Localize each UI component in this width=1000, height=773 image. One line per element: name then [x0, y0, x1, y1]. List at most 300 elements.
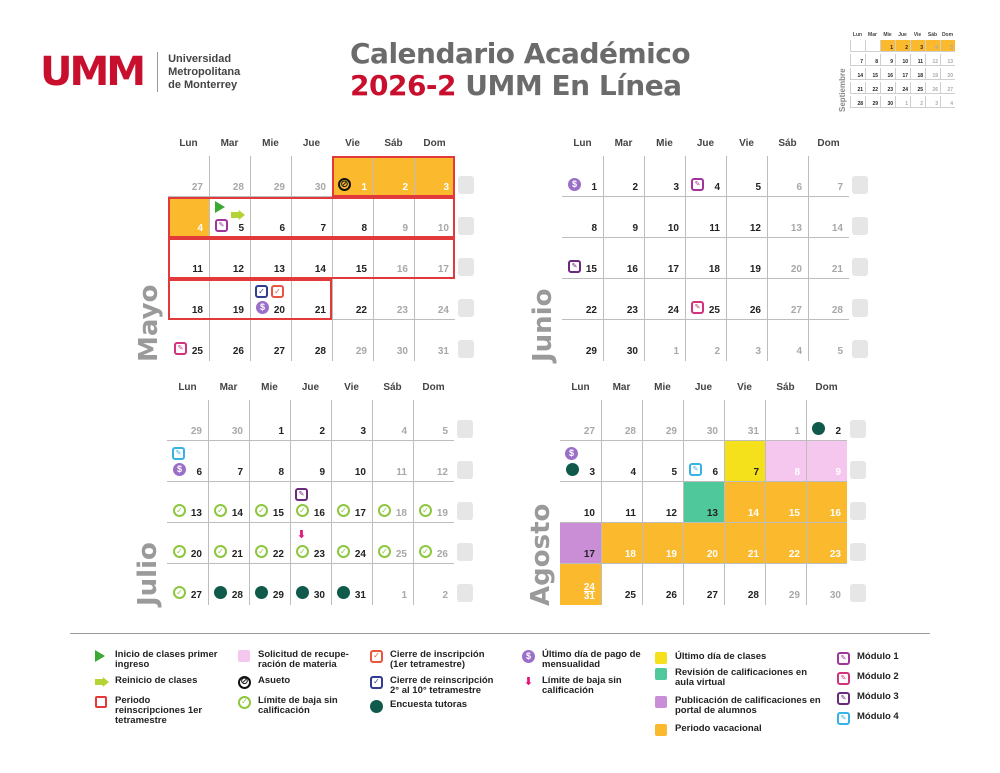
- day-cell: [683, 564, 724, 605]
- day-cell: [167, 523, 208, 564]
- mini-weekday: Mie: [883, 32, 892, 38]
- swatch-recovery-swatch: [238, 650, 250, 662]
- weekday-header: Mar: [612, 382, 631, 393]
- day-cell: [685, 156, 726, 197]
- legend-marker: [522, 650, 542, 662]
- day-cell: [644, 238, 685, 279]
- grid-line: [290, 400, 291, 441]
- weekday-header: Dom: [815, 382, 838, 393]
- legend-marker: [837, 672, 857, 684]
- logo-university-name: [168, 53, 240, 92]
- mini-day-cell: 9: [880, 54, 895, 66]
- day-number: 3: [755, 346, 761, 357]
- grid-line: [249, 400, 250, 441]
- row-tab: [850, 502, 866, 520]
- day-number: 20: [273, 305, 285, 316]
- grid-line: [413, 523, 414, 564]
- grid-line: [603, 279, 604, 320]
- grid-line: [644, 197, 645, 238]
- grid-line: [332, 320, 333, 361]
- grid-line: [208, 441, 209, 482]
- day-number: 10: [583, 508, 595, 519]
- day-number: 2: [714, 346, 720, 357]
- day-number: 25: [708, 305, 720, 316]
- day-cell: [168, 320, 209, 361]
- day-cell: [685, 197, 726, 238]
- day-cell: [331, 523, 372, 564]
- title-line-1: Calendario Académico: [350, 37, 691, 70]
- mini-day-cell: 24: [895, 82, 910, 94]
- grid-line: [683, 523, 684, 564]
- mini-day-cell: [850, 40, 865, 52]
- dot-icon: [812, 422, 825, 435]
- mini-day-cell: 11: [910, 54, 925, 66]
- day-number: 27: [190, 590, 202, 601]
- swatch-review-swatch: [655, 668, 667, 680]
- day-number: 29: [190, 426, 202, 437]
- weekday-header: Vie: [345, 138, 360, 149]
- dollar-icon: $: [565, 447, 578, 460]
- day-cell: [644, 320, 685, 361]
- mini-day-cell: 21: [850, 82, 865, 94]
- day-cell: [765, 523, 806, 564]
- legend-label: Cierre de inscripción (1er tetramestre): [390, 649, 485, 670]
- day-number: 6: [196, 467, 202, 478]
- day-number: 9: [402, 223, 408, 234]
- day-number: 12: [749, 223, 761, 234]
- grid-line: [685, 238, 686, 279]
- day-number: 7: [753, 467, 759, 478]
- day-cell: [208, 523, 249, 564]
- day-number: 1: [361, 182, 367, 193]
- grid-line: [765, 482, 766, 523]
- day-cell: [332, 320, 373, 361]
- grid-line: [644, 156, 645, 197]
- day-cell: [767, 238, 808, 279]
- dollar-icon: $: [568, 178, 581, 191]
- grid-line: [372, 482, 373, 523]
- grid-line: [726, 279, 727, 320]
- grid-line: [372, 400, 373, 441]
- day-cell: [603, 320, 644, 361]
- m3-icon: ✎: [568, 260, 581, 273]
- check-icon: ✓: [173, 586, 186, 599]
- grid-line: [683, 482, 684, 523]
- legend-item: [655, 724, 825, 736]
- day-cell: [603, 238, 644, 279]
- weekday-header: Mie: [261, 382, 278, 393]
- m1-icon: ✎: [215, 219, 228, 232]
- mini-day-cell: 26: [925, 82, 940, 94]
- day-cell: [372, 523, 413, 564]
- day-number: 17: [667, 264, 679, 275]
- row-tab: [852, 258, 868, 276]
- day-cell: [603, 197, 644, 238]
- day-number: 2: [442, 590, 448, 601]
- mini-day-cell: 27: [940, 82, 955, 94]
- weekday-header: Mie: [262, 138, 279, 149]
- day-number: 8: [278, 467, 284, 478]
- day-cell: [414, 320, 455, 361]
- day-cell: [209, 320, 250, 361]
- day-cell: [644, 197, 685, 238]
- day-cell: [249, 482, 290, 523]
- dot-icon: [337, 586, 350, 599]
- day-cell: [413, 564, 454, 605]
- legend-item: [95, 696, 220, 726]
- legend-item: [238, 676, 363, 688]
- cierre2-icon: ✓: [370, 676, 383, 689]
- grid-line: [208, 400, 209, 441]
- day-number: 29: [788, 590, 800, 601]
- mini-day-cell: 3: [925, 96, 940, 108]
- day-cell: [562, 197, 603, 238]
- legend-item: [837, 712, 937, 724]
- day-cell: [331, 400, 372, 441]
- title-code: 2026-2: [350, 69, 457, 102]
- day-cell: [560, 400, 601, 441]
- swatch-pub-swatch: [655, 696, 667, 708]
- weekday-header: Lun: [179, 138, 198, 149]
- weekday-header: Dom: [423, 138, 446, 149]
- day-number: 21: [231, 549, 243, 560]
- day-number: 19: [665, 549, 677, 560]
- day-cell: [601, 400, 642, 441]
- grid-line: [642, 523, 643, 564]
- day-cell: [765, 482, 806, 523]
- grid-line: [601, 564, 602, 605]
- day-number: 27: [790, 305, 802, 316]
- swatch-last-swatch: [655, 652, 667, 664]
- legend-item: [238, 650, 363, 670]
- day-number: 4: [796, 346, 802, 357]
- day-cell: [167, 564, 208, 605]
- grid-line: [642, 564, 643, 605]
- day-number: 30: [313, 590, 325, 601]
- grid-line: [642, 400, 643, 441]
- day-number: 4: [197, 223, 203, 234]
- mini-day-cell: 2: [910, 96, 925, 108]
- legend-label: Publicación de calificaciones en portal de alumnos: [675, 695, 821, 716]
- mini-calendar-septiembre: [838, 30, 968, 120]
- day-cell: [208, 441, 249, 482]
- legend-marker: [370, 676, 390, 688]
- day-number: 17: [583, 549, 595, 560]
- legend-marker: [370, 700, 390, 712]
- mini-month-name: Septiembre: [838, 68, 847, 112]
- day-cell: [642, 523, 683, 564]
- grid-line: [601, 523, 602, 564]
- day-cell: [560, 441, 601, 482]
- day-number: 19: [436, 508, 448, 519]
- mini-day-cell: 1: [880, 40, 895, 52]
- row-tab: [457, 543, 473, 561]
- legend-label: Asueto: [258, 675, 291, 686]
- mini-weekday: Lun: [852, 32, 863, 38]
- day-number: 9: [835, 467, 841, 478]
- day-cell: [765, 564, 806, 605]
- grid-line: [331, 482, 332, 523]
- day-number: 12: [232, 264, 244, 275]
- day-number: 13: [790, 223, 802, 234]
- day-cell: [560, 564, 601, 605]
- legend-item: [95, 676, 220, 688]
- legend-item: [655, 652, 825, 664]
- grid-line: [290, 564, 291, 605]
- day-cell: [603, 279, 644, 320]
- legend-label: Límite de baja sin calificación: [542, 675, 622, 696]
- arrow-icon: [95, 677, 109, 687]
- grid-line: [765, 400, 766, 441]
- day-number: 11: [709, 223, 720, 234]
- legend-label: Periodo vacacional: [675, 723, 762, 734]
- mini-day-cell: 18: [910, 68, 925, 80]
- weekday-header: Jue: [301, 382, 320, 393]
- day-cell: [642, 441, 683, 482]
- mini-day-cell: 5: [940, 40, 955, 52]
- day-number: 1: [673, 346, 679, 357]
- row-tab: [850, 584, 866, 602]
- grid-line: [685, 156, 686, 197]
- grid-line: [373, 279, 374, 320]
- legend-item: [370, 676, 495, 696]
- mini-weekday: Mar: [868, 32, 877, 38]
- day-cell: [601, 564, 642, 605]
- grid-line: [767, 197, 768, 238]
- mini-day-cell: [865, 40, 880, 52]
- day-number: 2: [319, 426, 325, 437]
- cierre-icon: ✓: [271, 285, 284, 298]
- grid-line: [765, 441, 766, 482]
- grid-line: [724, 400, 725, 441]
- dollar-icon: $: [522, 650, 535, 663]
- m2-icon: ✎: [837, 672, 850, 685]
- day-number: 10: [667, 223, 679, 234]
- day-cell: [767, 320, 808, 361]
- day-cell: [560, 523, 601, 564]
- grid-line: [331, 400, 332, 441]
- grid-line: [603, 320, 604, 361]
- mini-day-cell: 2: [895, 40, 910, 52]
- day-number: 18: [708, 264, 720, 275]
- grid-line: [808, 238, 809, 279]
- day-number: 29: [585, 346, 597, 357]
- mini-day-cell: 10: [895, 54, 910, 66]
- down-icon: ⬇: [296, 529, 307, 541]
- mini-day-cell: 4: [925, 40, 940, 52]
- asueto-icon: ⊘: [238, 676, 251, 689]
- day-number: 21: [314, 305, 326, 316]
- m4-icon: ✎: [837, 712, 850, 725]
- legend-marker: [238, 696, 258, 708]
- day-number: 30: [829, 590, 841, 601]
- mini-day-cell: 4: [940, 96, 955, 108]
- day-cell: [372, 441, 413, 482]
- weekday-header: Sáb: [383, 382, 402, 393]
- weekday-header: Vie: [344, 382, 359, 393]
- legend-item: [655, 696, 825, 716]
- day-cell: [562, 279, 603, 320]
- weekday-header: Lun: [571, 382, 590, 393]
- day-cell: [562, 238, 603, 279]
- row-tab: [457, 584, 473, 602]
- day-cell: [331, 482, 372, 523]
- day-number: 5: [442, 426, 448, 437]
- row-tab: [850, 543, 866, 561]
- day-number: 26: [665, 590, 677, 601]
- mini-weekday: Jue: [898, 32, 907, 38]
- day-number: 25: [395, 549, 407, 560]
- day-cell: [168, 156, 209, 197]
- day-number: 20: [706, 549, 718, 560]
- day-cell: [724, 523, 765, 564]
- day-number: 12: [665, 508, 677, 519]
- grid-line: [603, 197, 604, 238]
- day-number: 11: [396, 467, 407, 478]
- mini-day-cell: 20: [940, 68, 955, 80]
- day-number: 26: [232, 346, 244, 357]
- day-number: 15: [788, 508, 800, 519]
- grid-line: [644, 279, 645, 320]
- day-cell: [724, 400, 765, 441]
- day-number: 14: [231, 508, 243, 519]
- grid-line: [806, 482, 807, 523]
- day-number: 25: [191, 346, 203, 357]
- day-cell: [683, 482, 724, 523]
- weekday-header: Sáb: [384, 138, 403, 149]
- day-cell: [642, 564, 683, 605]
- row-tab: [850, 461, 866, 479]
- day-cell: [372, 400, 413, 441]
- grid-line: [249, 441, 250, 482]
- day-cell: [560, 482, 601, 523]
- day-cell: [808, 238, 849, 279]
- day-number: 2: [835, 426, 841, 437]
- legend-label: Solicitud de recupe- ración de materia: [258, 649, 349, 670]
- cierre2-icon: ✓: [255, 285, 268, 298]
- day-number: 3: [360, 426, 366, 437]
- check-icon: ✓: [214, 545, 227, 558]
- day-number: 2: [632, 182, 638, 193]
- grid-line: [372, 441, 373, 482]
- day-number: 31: [747, 426, 759, 437]
- legend-item: [522, 676, 647, 696]
- weekday-header: Jue: [694, 382, 713, 393]
- mini-day-cell: 7: [850, 54, 865, 66]
- day-number: 3: [673, 182, 679, 193]
- grid-line: [209, 156, 210, 197]
- check-icon: ✓: [378, 504, 391, 517]
- day-number: 8: [794, 467, 800, 478]
- day-number: 13: [190, 508, 202, 519]
- day-number: 3: [589, 467, 595, 478]
- grid-line: [413, 441, 414, 482]
- day-number: 1: [401, 590, 407, 601]
- weekday-header: Mar: [219, 382, 238, 393]
- day-number: 20: [790, 264, 802, 275]
- grid-line: [767, 156, 768, 197]
- day-cell: [724, 441, 765, 482]
- day-number: 23: [829, 549, 841, 560]
- day-cell: [726, 156, 767, 197]
- grid-line: [808, 156, 809, 197]
- day-number: 26: [749, 305, 761, 316]
- day-number: 8: [361, 223, 367, 234]
- grid-line: [726, 156, 727, 197]
- logo-line-1: Universidad: [168, 52, 232, 65]
- day-cell: [808, 279, 849, 320]
- day-number: 22: [355, 305, 367, 316]
- legend-marker: [837, 652, 857, 664]
- grid-line: [601, 482, 602, 523]
- row-tab: [852, 176, 868, 194]
- day-number: 27: [583, 426, 595, 437]
- day-number: 3: [443, 182, 449, 193]
- grid-line: [806, 564, 807, 605]
- grid-line: [808, 320, 809, 361]
- mini-day-cell: 29: [865, 96, 880, 108]
- weekday-header: Mie: [654, 382, 671, 393]
- legend-label: Módulo 2: [857, 671, 899, 682]
- cierre-icon: ✓: [370, 650, 383, 663]
- day-number: 16: [396, 264, 408, 275]
- grid-line: [806, 441, 807, 482]
- day-number: 31: [354, 590, 366, 601]
- day-cell: [806, 523, 847, 564]
- mini-day-cell: 13: [940, 54, 955, 66]
- grid-line: [372, 523, 373, 564]
- down-icon: ⬇: [523, 675, 534, 688]
- day-number: 25: [624, 590, 636, 601]
- day-cell: [290, 400, 331, 441]
- mini-day-cell: 8: [865, 54, 880, 66]
- day-number: 22: [788, 549, 800, 560]
- day-cell: [250, 320, 291, 361]
- legend-marker: [655, 668, 675, 680]
- weekday-header: Mar: [220, 138, 239, 149]
- logo-line-3: de Monterrey: [168, 78, 238, 91]
- mini-weekday: Sáb: [927, 32, 938, 38]
- day-number: 21: [747, 549, 759, 560]
- weekday-header: Jue: [302, 138, 321, 149]
- day-number: 7: [837, 182, 843, 193]
- grid-line: [724, 523, 725, 564]
- legend-label: Inicio de clases primer ingreso: [115, 649, 218, 670]
- mini-day-cell: 30: [880, 96, 895, 108]
- day-number: 22: [272, 549, 284, 560]
- reinscription-period-outline: [168, 197, 455, 238]
- dot-icon: [214, 586, 227, 599]
- day-cell: [372, 482, 413, 523]
- legend-label: Último día de clases: [675, 651, 767, 662]
- grid-line: [603, 156, 604, 197]
- day-number: 24: [354, 549, 366, 560]
- day-number: 19: [232, 305, 244, 316]
- day-number: 11: [625, 508, 636, 519]
- check-icon: ✓: [255, 545, 268, 558]
- month-name: Mayo: [134, 284, 164, 362]
- day-cell: [413, 482, 454, 523]
- day-cell: [642, 400, 683, 441]
- day-cell: [726, 279, 767, 320]
- grid-line: [249, 482, 250, 523]
- day-number: 30: [314, 182, 326, 193]
- day-number: 26: [436, 549, 448, 560]
- mini-day-cell: 23: [880, 82, 895, 94]
- day-cell: [249, 441, 290, 482]
- day-number: 14: [831, 223, 843, 234]
- day-cell: [644, 156, 685, 197]
